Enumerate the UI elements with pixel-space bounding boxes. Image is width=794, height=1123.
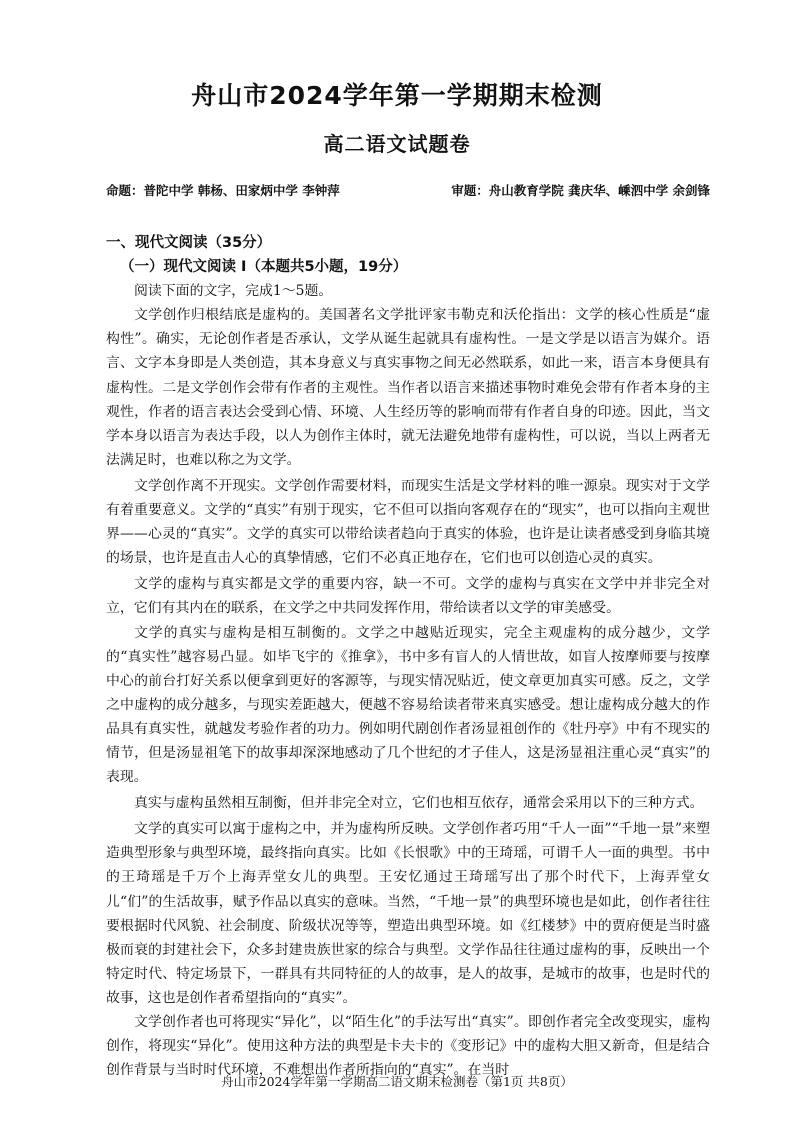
setters-credit: 命题：普陀中学 韩杨、田家炳中学 李钟萍 [106, 183, 340, 198]
page-footer: 舟山市2024学年第一学期高二语文期末检测卷（第1页 共8页） [221, 1074, 573, 1089]
reviewers-credit: 审题：舟山教育学院 龚庆华、嵊泗中学 余剑锋 [451, 183, 710, 198]
exam-title: 舟山市2024学年第一学期期末检测 [191, 81, 603, 110]
paragraph: 文学的虚构与真实都是文学的重要内容，缺一不可。文学的虚构与真实在文学中并非完全对立，它们有其内在的联系，在文学之中共同发挥作用，带给读者以文学的审美感受。 [106, 576, 710, 617]
paragraph: 文学创作归根结底是虚构的。美国著名文学批评家韦勒克和沃伦指出：文学的核心性质是“虚构性”。确实，无论创作者是否承认，文学从诞生起就具有虚构性。一是文学是以语言为媒介。语言、文字本身即是人类创造，其本身意义与真实事物之间无必然联系，如此一来，语言本身便具有虚构性。二是文学创作会带有作者的主观性。当作者以语言来描述事物时难免会带有作者本身的主观性，作者的语言表达会受到心情、环境、人生经历等的影响而带有作者自身的印迹。因此，当文学本身以语言为表达手段，以人为创作主体时，就无法避免地带有虚构性，可以说，当以上两者无法满足时，也难以称之为文学。 [106, 307, 710, 468]
paragraph: 文学的真实与虚构是相互制衡的。文学之中越贴近现实，完全主观虚构的成分越少，文学的“真实性”越容易凸显。如毕飞宇的《推拿》，书中多有盲人的人情世故，如盲人按摩师要与按摩中心的前台打好关系以便拿到更好的客源等，与现实情况贴近，使文章更加真实可感。反之，文学之中虚构的成分越多，与现实差距越大，便越不容易给读者带来真实感受。想让虚构成分越大的作品具有真实性，就越发考验作者的功力。例如明代剧创作者汤显祖创作的《牡丹亭》中有不现实的情节，但是汤显祖笔下的故事却深深地感动了几个世纪的才子佳人，这是汤显祖注重心灵“真实”的表现。 [106, 624, 710, 786]
paragraph: 文学创作离不开现实。文学创作需要材料，而现实生活是文学材料的唯一源泉。现实对于文学有着重要意义。文学的“真实”有别于现实，它不但可以指向客观存在的“现实”，也可以指向主观世界——心灵的“真实”。文学的真实可以带给读者趋向于真实的体验，也许是让读者感受到身临其境的场景，也许是直击人心的真挚情感，它们不必真正地存在，它们也可以创造心灵的真实。 [106, 477, 710, 567]
section-heading: 一、现代文阅读（35分） [106, 235, 272, 251]
credits-line [106, 181, 710, 199]
reading-section [106, 231, 710, 1082]
paragraph: 文学创作者也可将现实“异化”，以“陌生化”的手法写出“真实”。即创作者完全改变现实，虚构创作，将现实“异化”。使用这种方法的典型是卡夫卡的《变形记》中的虚构大胆又新奇，但是结合创作背景与当时时代环境，不难想出作者所指向的“真实”。在当时 [106, 1014, 710, 1079]
exam-subtitle: 高二语文试题卷 [323, 132, 471, 156]
reading-instruction: 阅读下面的文字，完成1～5题。 [134, 283, 333, 300]
section-subheading: （一）现代文阅读 I（本题共5小题，19分） [120, 259, 408, 276]
paragraph: 真实与虚构虽然相互制衡，但并非完全对立，它们也相互依存，通常会采用以下的三种方式。 [134, 795, 704, 812]
paragraph: 文学的真实可以寓于虚构之中，并为虚构所反映。文学创作者巧用“千人一面”“千地一景”来塑造典型形象与典型环境，最终指向真实。比如《长恨歌》中的王琦瑶，可谓千人一面的典型。书中的王琦瑶是千万个上海弄堂女儿的典型。王安忆通过王琦瑶写出了那个时代下，上海弄堂女儿“们”的生活故事，赋予作品以真实的意味。当然，“千地一景”的典型环境也是如此，创作者往往要根据时代风貌、社会制度、阶级状况等等，塑造出典型环境。如《红楼梦》中的贾府便是当时盛极而衰的封建社会下，众多封建贵族世家的综合与典型。文学作品往往通过虚构的事，反映出一个特定时代、特定场景下，一群具有共同特征的人的故事，是人的故事，是城市的故事，也是时代的故事，这也是创作者希望指向的“真实”。 [106, 821, 710, 1006]
